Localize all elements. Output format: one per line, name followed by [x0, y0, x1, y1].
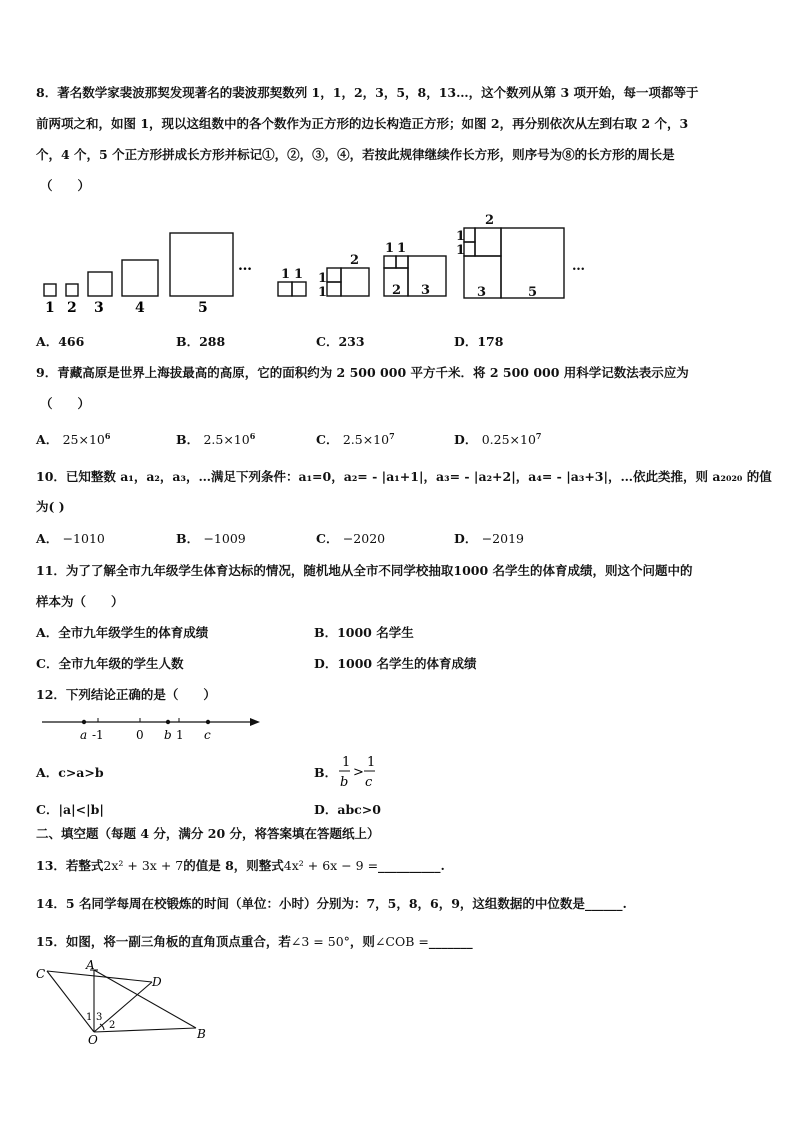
square-3	[122, 260, 158, 296]
svg-text:3: 3	[421, 283, 431, 298]
q12-option-c[interactable]: C．|a|<|b|	[36, 802, 104, 817]
svg-text:2: 2	[485, 213, 495, 228]
q9-option-b[interactable]: B． $2.5\times 10^6$	[176, 430, 256, 447]
q12-option-b[interactable]: B．	[314, 765, 338, 780]
point-c	[206, 720, 210, 724]
q13-answer-blank[interactable]: __________	[378, 858, 441, 873]
q8-option-a[interactable]: A．466	[36, 334, 85, 349]
fibonacci-rectangles-figure2	[272, 210, 602, 310]
q8-option-b[interactable]: B．288	[176, 334, 226, 349]
svg-text:5: 5	[528, 285, 538, 300]
triangle-ruler-figure	[34, 958, 224, 1048]
svg-text:1: 1	[294, 267, 304, 282]
svg-text:b: b	[340, 775, 349, 790]
svg-text:1: 1	[281, 267, 291, 282]
q12-line1: 12．下列结论正确的是（ ）	[36, 687, 216, 702]
q11-line1: 11．为了了解全市九年级学生体育达标的情况，随机地从全市不同学校抽取1000 名学生的体育成绩，则这个问题中的	[36, 563, 693, 578]
fig1-label-3: 3	[94, 300, 104, 316]
square-1b	[66, 284, 78, 296]
svg-text:2: 2	[392, 283, 402, 298]
q10-option-c[interactable]: C． −2020	[316, 531, 386, 546]
point-b	[166, 720, 170, 724]
fibonacci-squares-figure1	[38, 228, 268, 318]
q11-option-d[interactable]: D．1000 名学生的体育成绩	[314, 656, 477, 671]
svg-text:B: B	[197, 1027, 206, 1041]
svg-text:D: D	[152, 975, 162, 989]
number-line	[40, 712, 264, 746]
svg-text:1: 1	[176, 728, 184, 742]
q11-option-b[interactable]: B．1000 名学生	[314, 625, 414, 640]
svg-text:-1: -1	[92, 728, 104, 742]
q10-option-a[interactable]: A． −1010	[36, 531, 105, 546]
q10-option-d[interactable]: D． −2019	[454, 531, 524, 546]
svg-text:1: 1	[318, 271, 328, 286]
q13-line: 13．若整式2x² + 3x + 7的值是 8，则整式4x² + 6x − 9 =__________.	[36, 858, 445, 873]
q10-line2: 为( )	[36, 499, 65, 514]
svg-text:1: 1	[318, 285, 328, 300]
fig1-ellipsis: …	[238, 258, 252, 274]
square-2	[88, 272, 112, 296]
q8-line1: 8．著名数学家裴波那契发现著名的裴波那契数列 1，1，2，3，5，8，13…，这个数列从第 3 项开始，每一项都等于	[36, 85, 699, 100]
svg-text:0: 0	[136, 728, 144, 742]
q12-option-b-fractions	[336, 752, 386, 794]
svg-text:>: >	[353, 765, 364, 780]
q11-line2: 样本为（ ）	[36, 594, 124, 609]
q11-option-c[interactable]: C．全市九年级的学生人数	[36, 656, 184, 671]
q9-line1: 9．青藏高原是世界上海拔最高的高原，它的面积约为 2 500 000 平方千米．将 2 500 000 用科学记数法表示应为	[36, 365, 689, 380]
q10-option-b[interactable]: B． −1009	[176, 531, 246, 546]
square-1	[44, 284, 56, 296]
svg-text:C: C	[36, 967, 46, 981]
svg-text:1: 1	[342, 755, 351, 770]
svg-text:2: 2	[350, 253, 360, 268]
svg-text:c: c	[365, 775, 373, 790]
arrow-head-icon	[250, 718, 260, 726]
fig1-label-2: 2	[67, 300, 77, 316]
q9-option-d[interactable]: D． $0.25\times 10^7$	[454, 430, 542, 447]
svg-text:3: 3	[477, 285, 487, 300]
svg-text:A: A	[86, 958, 95, 972]
q11-option-a[interactable]: A．全市九年级学生的体育成绩	[36, 625, 209, 640]
svg-text:c: c	[204, 728, 211, 742]
section-2-heading: 二、填空题（每题 4 分，满分 20 分，将答案填在答题纸上）	[36, 826, 380, 841]
fig1-label-4: 4	[135, 300, 145, 316]
point-a	[82, 720, 86, 724]
q8-option-c[interactable]: C．233	[316, 334, 365, 349]
q10-line1: 10．已知整数 a₁，a₂，a₃，…满足下列条件：a₁=0，a₂= - |a₁+1|，a₃= - |a₂+2|，a₄= - |a₃+3|，…依此类推，则 a₂₀₂₀ 的值	[36, 469, 772, 484]
fig1-label-5: 5	[198, 300, 208, 316]
q8-paren: （ ）	[40, 178, 91, 193]
q8-option-d[interactable]: D．178	[454, 334, 504, 349]
svg-text:1: 1	[86, 1012, 93, 1023]
svg-text:3: 3	[96, 1012, 103, 1023]
svg-text:1: 1	[456, 243, 466, 258]
svg-text:1: 1	[367, 755, 376, 770]
svg-text:2: 2	[109, 1020, 116, 1031]
q8-line2: 前两项之和，如图 1，现以这组数中的各个数作为正方形的边长构造正方形；如图 2，再分别依次从左到右取 2 个，3	[36, 116, 689, 131]
q9-option-c[interactable]: C． $2.5\times 10^7$	[316, 430, 395, 447]
svg-text:1: 1	[385, 241, 395, 256]
svg-text:1: 1	[397, 241, 407, 256]
q14-answer-blank[interactable]: ______	[584, 896, 623, 911]
svg-text:b: b	[164, 728, 172, 742]
q9-option-a[interactable]: A． $25\times 10^6$	[36, 430, 111, 447]
q14-line: 14．5 名同学每周在校锻炼的时间（单位：小时）分别为：7，5，8，6，9，这组数据的中位数是______.	[36, 896, 627, 911]
square-5	[170, 233, 233, 296]
q15-answer-blank[interactable]: _______	[428, 934, 473, 949]
svg-text:a: a	[80, 728, 88, 742]
q9-paren: （ ）	[40, 396, 91, 411]
svg-text:O: O	[88, 1033, 98, 1047]
svg-text:1: 1	[456, 229, 466, 244]
q12-option-a[interactable]: A．c>a>b	[36, 765, 104, 780]
fig1-label-1: 1	[45, 300, 55, 316]
svg-text:…: …	[572, 259, 585, 274]
q12-option-d[interactable]: D．abc>0	[314, 802, 381, 817]
q15-line: 15．如图，将一副三角板的直角顶点重合，若∠3 = 50°，则∠COB =_______	[36, 934, 473, 949]
q8-line3: 个，4 个，5 个正方形拼成长方形并标记①，②，③，④，若按此规律继续作长方形，则序号为⑧的长方形的周长是	[36, 147, 675, 162]
